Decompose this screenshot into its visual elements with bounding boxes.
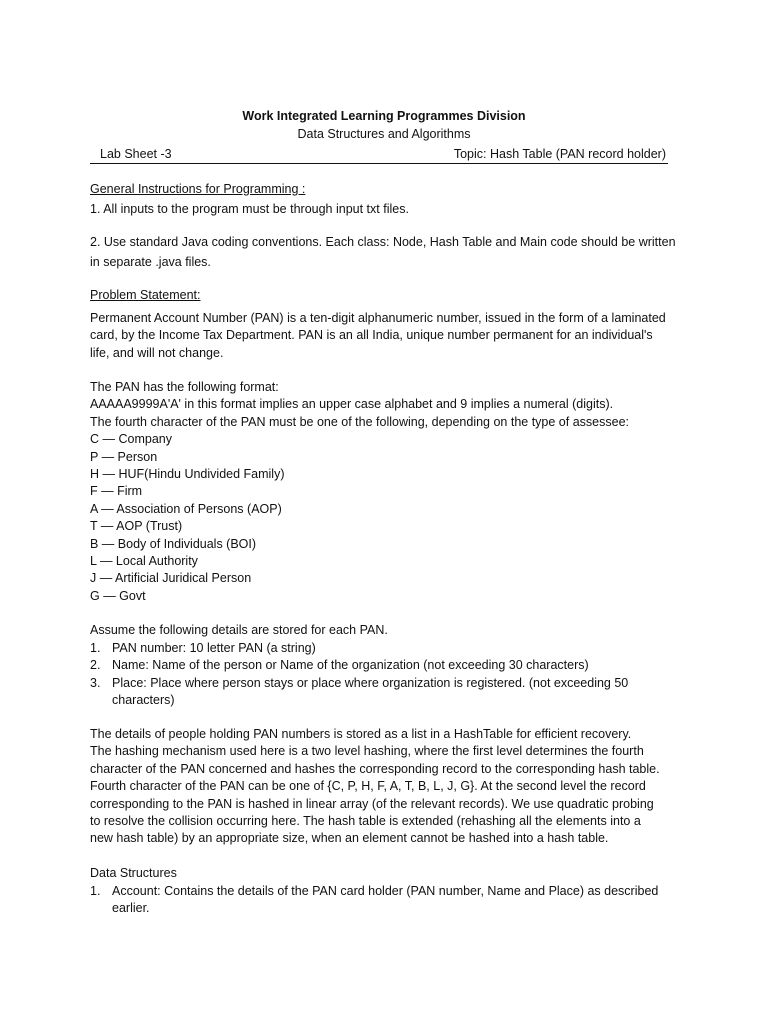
paragraph-line: The details of people holding PAN numbers is stored as a list in a HashTable for efficient recovery. [90,727,632,741]
details-intro: Assume the following details are stored for each PAN. [90,623,388,637]
list-item [90,657,680,674]
details-list [90,640,680,710]
paragraph-line: Permanent Account Number (PAN) is a ten-digit alphanumeric number, issued in the form of a laminated [90,311,666,325]
paragraph-line: life, and will not change. [90,345,224,360]
problem-heading: Problem Statement: [90,288,201,302]
assessee-type: H — HUF(Hindu Undivided Family) [90,467,285,482]
format-line: AAAAA9999A'A' in this format implies an upper case alphabet and 9 implies a numeral (digits). [90,397,614,412]
pan-format-block [90,379,680,605]
assessee-type: P — Person [90,449,158,464]
instruction-item-1: 1. All inputs to the program must be through input txt files. [90,202,409,216]
list-item [90,640,680,657]
format-line: The fourth character of the PAN must be one of the following, depending on the type of assessee: [90,414,629,429]
list-number: 1. [90,884,101,898]
division-title: Work Integrated Learning Programmes Division [242,109,526,123]
course-title: Data Structures and Algorithms [297,127,471,141]
paragraph-line: corresponding to the PAN is hashed in linear array (of the relevant records). We use quadratic probing [90,796,654,811]
topic-label: Topic: Hash Table (PAN record holder) [453,147,666,161]
assessee-type: C — Company [90,432,172,447]
paragraph-line: new hash table) by an appropriate size, when an element cannot be hashed into a hash table. [90,831,609,846]
list-number: 3. [90,675,101,690]
list-text: earlier. [112,901,150,916]
instructions-heading: General Instructions for Programming : [90,182,306,196]
list-item [90,675,680,710]
assessee-type: F — Firm [90,484,143,499]
list-item [90,883,680,918]
lab-sheet-label: Lab Sheet -3 [100,147,172,161]
paragraph-line: to resolve the collision occurring here. The hash table is extended (rehashing all the elements into a [90,814,641,829]
paragraph-line: Fourth character of the PAN can be one of {C, P, H, F, A, T, B, L, J, G}. At the second level the record [90,779,646,794]
lab-sheet-header-line [90,145,668,164]
assessee-type: J — Artificial Juridical Person [90,571,252,586]
list-text: Name: Name of the person or Name of the organization (not exceeding 30 characters) [112,658,589,673]
instruction-item-2-line-1: 2. Use standard Java coding conventions. Each class: Node, Hash Table and Main code should be written [90,235,676,249]
list-text: PAN number: 10 letter PAN (a string) [112,641,316,655]
assessee-type: T — AOP (Trust) [90,519,183,534]
assessee-type: A — Association of Persons (AOP) [90,501,282,516]
list-text: characters) [112,693,175,708]
data-structures-list [90,883,680,918]
paragraph-line: The hashing mechanism used here is a two level hashing, where the first level determines the fourth [90,744,644,759]
hashing-paragraph [90,726,680,848]
data-structures-heading: Data Structures [90,866,177,880]
paragraph-line: character of the PAN concerned and hashes the corresponding record to the corresponding hash table. [90,761,660,776]
assessee-type: L — Local Authority [90,554,198,569]
paragraph-line: card, by the Income Tax Department. PAN is an all India, unique number permanent for an individual's [90,328,653,343]
assessee-type: G — Govt [90,588,146,603]
list-number: 2. [90,658,101,673]
assessee-type: B — Body of Individuals (BOI) [90,536,257,551]
list-text: Place: Place where person stays or place where organization is registered. (not exceeding 50 [112,675,629,690]
instruction-item-2-line-2: in separate .java files. [90,255,211,269]
format-line: The PAN has the following format: [90,380,279,394]
list-number: 1. [90,641,101,655]
problem-paragraph [90,310,680,362]
list-text: Account: Contains the details of the PAN card holder (PAN number, Name and Place) as described [112,884,659,898]
